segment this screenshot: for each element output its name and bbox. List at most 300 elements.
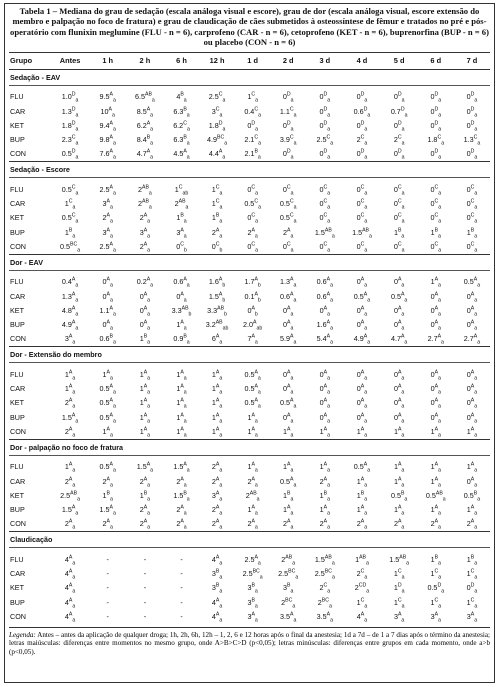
moment-letter: C — [215, 184, 220, 191]
median-value: 0 — [247, 213, 252, 223]
median-value: 0.6 — [316, 277, 327, 287]
median-value: 1 — [283, 490, 288, 500]
value-cell — [90, 147, 126, 162]
median-value: 0 — [466, 476, 471, 486]
value-cell — [235, 196, 270, 210]
median-value: 0 — [356, 120, 361, 130]
moment-letter: A — [251, 412, 255, 419]
moment-letter: A — [434, 461, 439, 468]
moment-letter: A — [143, 397, 148, 404]
group-letter: a — [474, 112, 478, 118]
group-letter: a — [75, 296, 79, 303]
value-cell — [164, 211, 199, 225]
group-letter: a — [110, 375, 113, 382]
median-value: 7 — [247, 334, 252, 344]
group-letter: a — [330, 296, 333, 303]
median-value: 4 — [356, 611, 361, 621]
median-value: 0.5 — [353, 462, 364, 472]
value-cell — [418, 381, 454, 395]
group-letter: a — [364, 218, 368, 225]
moment-letter: A — [290, 397, 294, 404]
median-value: 2 — [319, 476, 324, 486]
column-header: 5 d — [381, 52, 418, 69]
group-letter: a — [293, 481, 297, 488]
value-cell — [270, 303, 306, 317]
group-letter: a — [327, 112, 331, 118]
moment-letter: A — [215, 412, 220, 419]
median-value: 0 — [247, 305, 252, 315]
group-letter: ab — [182, 190, 189, 197]
median-value: 2 — [211, 462, 216, 472]
group-letter: a — [110, 325, 113, 332]
moment-letter: A — [397, 504, 402, 511]
value-cell — [235, 90, 270, 104]
group-letter: a — [183, 233, 187, 240]
table-row — [9, 133, 490, 147]
median-value: 0.7 — [390, 106, 401, 116]
median-value: 0 — [319, 120, 324, 130]
median-value: 0 — [319, 398, 324, 408]
group-letter: a — [75, 112, 79, 118]
table-row — [9, 275, 490, 289]
moment-letter: C — [180, 241, 184, 248]
value-cell — [381, 424, 418, 439]
moment-letter: D — [470, 106, 475, 113]
value-cell — [418, 211, 454, 225]
value-cell — [235, 211, 270, 225]
median-value: 1 — [319, 505, 324, 515]
moment-letter: A — [180, 291, 184, 298]
moment-letter: A — [68, 476, 73, 483]
moment-letter: AB — [178, 198, 186, 205]
value-cell — [235, 581, 270, 595]
moment-letter: D — [470, 91, 475, 98]
value-cell — [306, 595, 343, 609]
group-cell: CAR — [10, 199, 26, 209]
median-value: 0.5 — [390, 291, 401, 301]
value-cell — [306, 517, 343, 532]
value-cell — [454, 225, 490, 239]
median-value: 0 — [319, 184, 324, 194]
group-letter: a — [293, 140, 297, 147]
moment-letter: D — [470, 120, 475, 127]
median-value: 2.5 — [60, 490, 71, 500]
median-value: 4.9 — [353, 334, 364, 344]
median-value: 1 — [176, 213, 181, 223]
group-letter: a — [474, 481, 478, 488]
group-letter: b — [219, 247, 223, 254]
value-cell — [126, 396, 164, 410]
median-value: 5.4 — [316, 334, 327, 344]
moment-letter: D — [400, 106, 405, 113]
moment-letter: A — [473, 276, 478, 283]
median-value: 2 — [283, 227, 288, 237]
moment-letter: A — [106, 198, 111, 205]
group-letter: a — [110, 204, 113, 211]
table-row — [9, 609, 490, 623]
value-cell — [418, 225, 454, 239]
value-cell — [235, 381, 270, 395]
median-value: 2 — [137, 199, 142, 209]
group-letter: a — [75, 126, 79, 133]
group-letter: a — [327, 204, 331, 211]
group-letter: a — [186, 467, 190, 474]
moment-letter: A — [215, 461, 220, 468]
group-letter: a — [219, 418, 223, 425]
median-value: 1 — [283, 505, 288, 515]
header-row — [9, 52, 490, 69]
group-letter: a — [290, 325, 294, 332]
group-letter: a — [328, 603, 332, 610]
moment-letter: A — [360, 383, 365, 390]
moment-letter: BC — [288, 568, 296, 575]
value-cell — [126, 424, 164, 439]
value-cell — [90, 581, 126, 595]
section-header-row — [9, 439, 490, 455]
moment-letter: C — [473, 134, 478, 141]
table-body — [9, 69, 490, 623]
median-value: 0 — [393, 305, 398, 315]
moment-letter: A — [470, 397, 475, 404]
median-value: 1.3 — [61, 291, 72, 301]
column-header: Antes — [50, 52, 89, 69]
median-value: 2 — [245, 490, 250, 500]
group-letter: a — [401, 603, 405, 610]
group-letter: a — [474, 190, 478, 197]
moment-letter: A — [71, 504, 76, 511]
median-value: 1 — [430, 227, 435, 237]
group-letter: ab — [256, 325, 263, 332]
group-letter: a — [151, 97, 155, 104]
moment-letter: A — [143, 241, 148, 248]
value-cell — [50, 367, 89, 381]
group-letter: a — [254, 588, 258, 595]
median-value: 0 — [430, 199, 435, 209]
moment-letter: AB — [285, 554, 293, 561]
median-value: 4 — [176, 92, 181, 102]
group-letter: a — [474, 325, 478, 332]
value-cell — [343, 581, 380, 595]
group-letter: a — [401, 524, 405, 531]
median-value: 1 — [430, 505, 435, 515]
group-letter: a — [474, 204, 478, 211]
group-letter: a — [75, 418, 79, 425]
median-value: 0.5 — [353, 291, 364, 301]
value-cell — [199, 317, 235, 331]
table-row — [9, 303, 490, 317]
median-value: 0 — [356, 398, 361, 408]
median-value: 2 — [64, 426, 69, 436]
median-value: 1 — [356, 597, 361, 607]
median-value: 0 — [319, 384, 324, 394]
median-value: 2.5 — [314, 568, 325, 578]
group-letter: a — [77, 496, 80, 503]
group-letter: a — [293, 112, 297, 118]
group-letter: a — [364, 190, 368, 197]
median-value: 2 — [102, 476, 107, 486]
group-letter: a — [364, 204, 368, 211]
group-letter: a — [257, 403, 261, 410]
value-cell — [306, 317, 343, 331]
median-value: 0 — [430, 149, 435, 159]
group-letter: a — [290, 524, 294, 531]
value-cell — [306, 396, 343, 410]
moment-letter: A — [218, 149, 223, 156]
group-letter: a — [72, 524, 76, 531]
group-letter: a — [72, 467, 76, 474]
median-value: 0 — [356, 213, 361, 223]
group-letter: a — [75, 325, 79, 332]
median-value: 3 — [247, 611, 252, 621]
value-cell — [126, 317, 164, 331]
moment-letter: C — [360, 568, 365, 575]
median-value: 3 — [211, 490, 216, 500]
group-letter: b — [257, 296, 261, 303]
moment-letter: A — [473, 334, 478, 341]
value-cell — [418, 581, 454, 595]
value-cell — [199, 381, 235, 395]
median-value: 5.9 — [280, 334, 291, 344]
median-value: 1.5 — [61, 505, 72, 515]
group-letter: a — [219, 403, 223, 410]
median-value: 6.3 — [173, 106, 184, 116]
value-cell — [306, 609, 343, 623]
median-value: 9.5 — [99, 92, 110, 102]
median-value: 1.5 — [99, 505, 110, 515]
median-value: 1.3 — [463, 135, 474, 145]
value-cell — [126, 332, 164, 347]
median-value: 6.5 — [134, 92, 145, 102]
group-letter: a — [295, 574, 299, 581]
median-value: 3 — [176, 227, 181, 237]
value-cell — [126, 460, 164, 474]
moment-letter: D — [323, 106, 328, 113]
group-letter: b — [254, 311, 258, 318]
value-cell — [306, 239, 343, 254]
value-cell — [270, 90, 306, 104]
median-value: 0.5 — [99, 398, 110, 408]
section-title: Claudicação — [9, 532, 490, 548]
moment-letter: B — [400, 490, 405, 497]
moment-letter: AB — [70, 490, 78, 497]
group-letter: a — [183, 218, 187, 225]
group-cell: BUP — [10, 597, 25, 607]
moment-letter: A — [290, 611, 294, 618]
group-letter: b — [222, 296, 226, 303]
value-cell — [199, 147, 235, 162]
group-letter: a — [364, 325, 368, 332]
table-row — [9, 118, 490, 132]
value-cell — [50, 581, 89, 595]
group-cell: KET — [10, 583, 24, 593]
group-letter: a — [147, 233, 151, 240]
group-cell: CON — [10, 611, 26, 621]
moment-letter: A — [180, 319, 184, 326]
value-cell — [164, 502, 199, 516]
moment-letter: A — [434, 319, 439, 326]
value-cell — [343, 566, 380, 580]
value-cell — [235, 424, 270, 439]
median-value: 2.5 — [99, 184, 110, 194]
moment-letter: A — [397, 397, 402, 404]
moment-letter: D — [470, 149, 475, 156]
value-cell — [90, 303, 126, 317]
median-value: 1 — [393, 505, 398, 515]
moment-letter: C — [360, 198, 365, 205]
table-row — [9, 367, 490, 381]
group-letter: a — [401, 467, 405, 474]
moment-letter: A — [287, 227, 291, 234]
group-letter: a — [293, 282, 297, 289]
group-letter: a — [147, 510, 151, 517]
value-cell — [164, 118, 199, 132]
value-cell — [306, 196, 343, 210]
group-cell: FLU — [10, 277, 24, 287]
value-cell — [199, 595, 235, 609]
legend — [9, 627, 490, 657]
median-value: 1 — [430, 476, 435, 486]
group-letter: a — [438, 432, 441, 439]
median-value: 2.7 — [463, 334, 474, 344]
moment-letter: C — [251, 184, 256, 191]
table-page — [4, 3, 495, 683]
moment-letter: A — [183, 276, 187, 283]
median-value: 1 — [211, 199, 216, 209]
median-value: 3.3 — [171, 305, 182, 315]
median-value: 2 — [319, 519, 324, 529]
value-cell — [164, 595, 199, 609]
group-letter: a — [474, 603, 478, 610]
moment-letter: A — [253, 319, 257, 326]
median-value: 3 — [102, 199, 107, 209]
median-value: 0 — [319, 241, 324, 251]
section-title: Sedação - Escore — [9, 162, 490, 178]
moment-letter: A — [287, 426, 291, 433]
moment-letter: A — [146, 106, 151, 113]
group-letter: a — [404, 339, 408, 346]
group-cell: BUP — [10, 412, 25, 422]
median-value: 1 — [356, 426, 361, 436]
moment-letter: A — [254, 383, 258, 390]
value-cell — [164, 147, 199, 162]
moment-letter: B — [183, 106, 187, 113]
value-cell — [418, 118, 454, 132]
group-letter: a — [254, 233, 258, 240]
value-cell — [50, 460, 89, 474]
moment-letter: B — [146, 134, 151, 141]
moment-letter: A — [287, 305, 291, 312]
section-header-row — [9, 254, 490, 270]
value-cell — [454, 367, 490, 381]
group-letter: a — [257, 154, 261, 161]
value-cell — [454, 133, 490, 147]
group-letter: a — [438, 510, 441, 517]
median-value: 0 — [393, 412, 398, 422]
median-value: 0 — [466, 320, 471, 330]
moment-letter: A — [470, 504, 475, 511]
group-letter: a — [401, 510, 405, 517]
moment-letter: A — [254, 369, 258, 376]
group-letter: a — [364, 510, 368, 517]
median-value: 0 — [102, 277, 107, 287]
table-row — [9, 502, 490, 516]
median-value: 2 — [176, 476, 181, 486]
moment-letter: A — [323, 369, 328, 376]
median-value: 0.5 — [244, 369, 255, 379]
moment-letter: A — [143, 426, 148, 433]
median-value: 2 — [102, 519, 107, 529]
table-row — [9, 581, 490, 595]
group-letter: a — [150, 112, 154, 118]
group-letter: a — [327, 389, 330, 396]
median-value: 2.7 — [427, 334, 438, 344]
median-value: 4.9 — [61, 320, 72, 330]
value-cell — [381, 396, 418, 410]
group-cell: CON — [10, 426, 26, 436]
value-cell — [418, 147, 454, 162]
value-cell — [90, 609, 126, 623]
value-cell — [164, 332, 199, 347]
value-cell — [126, 609, 164, 623]
median-value: 0.5 — [390, 490, 401, 500]
moment-letter: A — [400, 334, 405, 341]
value-cell — [50, 211, 89, 225]
value-cell — [270, 381, 306, 395]
value-cell — [50, 118, 89, 132]
moment-letter: A — [397, 476, 402, 483]
median-value: 1 — [356, 490, 361, 500]
moment-letter: C — [286, 184, 291, 191]
group-letter: a — [401, 617, 405, 624]
moment-letter: A — [106, 291, 111, 298]
moment-letter: A — [218, 291, 223, 298]
moment-letter: A — [287, 412, 291, 419]
section-title: Dor - EAV — [9, 254, 490, 270]
median-value: 0 — [282, 92, 287, 102]
value-cell — [199, 517, 235, 532]
moment-letter: D — [470, 582, 475, 589]
median-value: 1 — [176, 398, 181, 408]
group-letter: a — [183, 481, 187, 488]
group-letter: a — [401, 126, 405, 133]
group-letter: a — [401, 432, 405, 439]
moment-letter: A — [434, 504, 439, 511]
value-cell — [418, 552, 454, 566]
group-letter: a — [110, 296, 113, 303]
group-letter: a — [110, 218, 113, 225]
moment-letter: AB — [144, 91, 152, 98]
moment-letter: D — [286, 149, 291, 156]
median-value: 1 — [64, 369, 69, 379]
moment-letter: A — [434, 305, 439, 312]
value-cell — [306, 104, 343, 118]
value-cell — [343, 381, 380, 395]
value-cell — [381, 410, 418, 424]
median-value: 4 — [211, 597, 216, 607]
group-letter: b — [183, 247, 187, 254]
median-value: 0.5 — [61, 184, 72, 194]
value-cell — [199, 410, 235, 424]
value-cell — [270, 552, 306, 566]
group-letter: a — [438, 574, 442, 581]
median-value: 2 — [139, 505, 144, 515]
value-cell — [381, 317, 418, 331]
moment-letter: C — [434, 568, 439, 575]
group-letter: a — [364, 97, 368, 104]
group-letter: a — [72, 204, 76, 211]
group-letter: a — [474, 296, 478, 303]
value-cell — [164, 196, 199, 210]
